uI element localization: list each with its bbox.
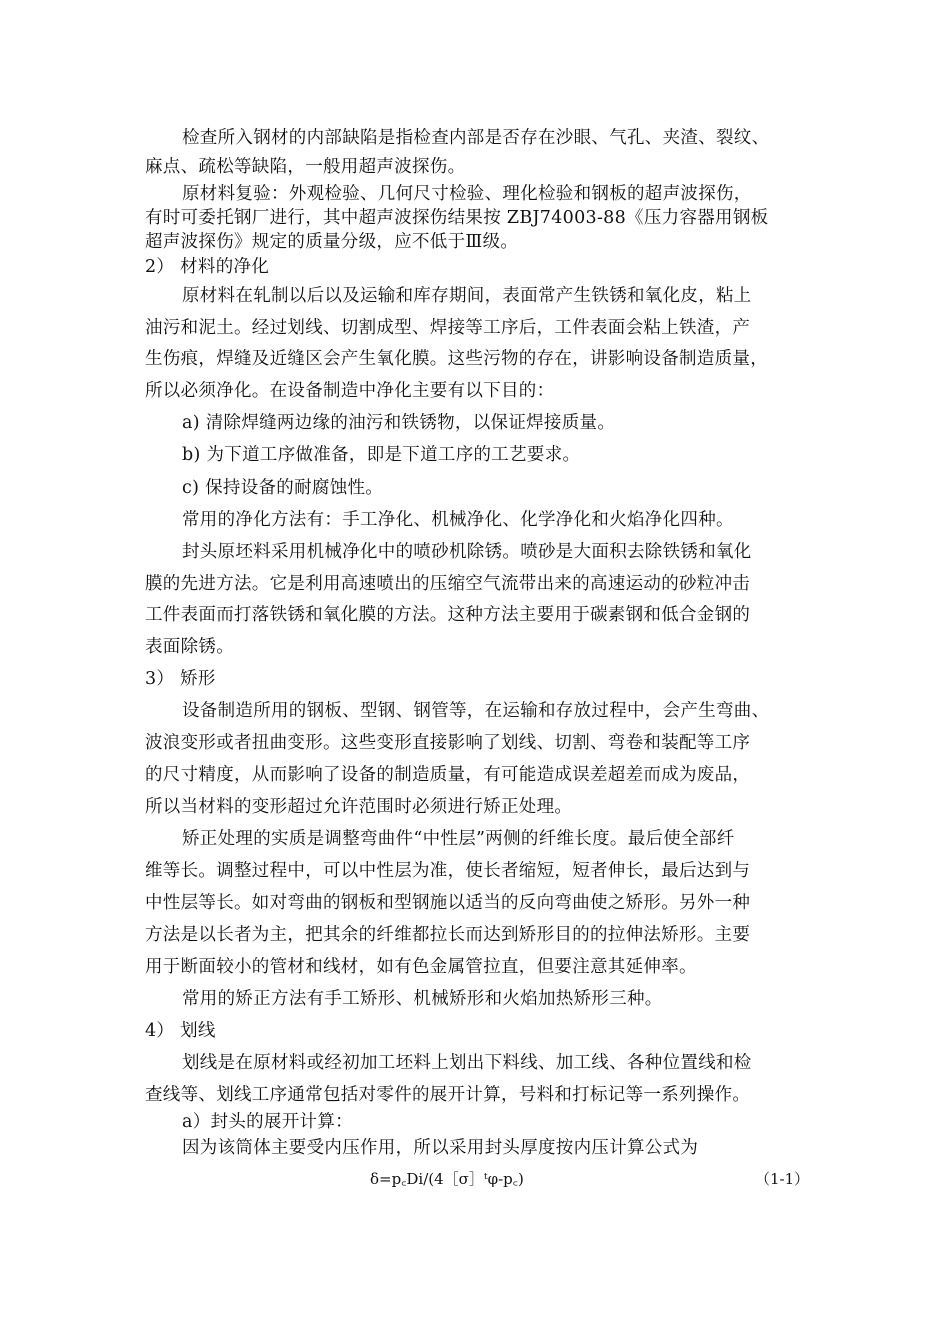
section-heading: 3） 矫形 (145, 669, 216, 689)
text-line: 用于断面较小的管材和线材，如有色金属管拉直，但要注意其延伸率。 (145, 957, 697, 977)
text-line: 的尺寸精度，从而影响了设备的制造质量，有可能造成误差超差而成为废品， (145, 765, 751, 785)
text-line: 中性层等长。如对弯曲的钢板和型钢施以适当的反向弯曲使之矫形。另外一种 (145, 893, 751, 913)
text-line: 划线是在原材料或经初加工坯料上划出下料线、加工线、各种位置线和检 (182, 1053, 752, 1073)
text-line: 封头原坯料采用机械净化中的喷砂机除锈。喷砂是大面积去除铁锈和氧化 (182, 542, 752, 562)
text-line: 表面除锈。 (145, 637, 234, 657)
text-line: 有时可委托钢厂进行，其中超声波探伤结果按 ZBJ74003-88《压力容器用钢板 (145, 208, 769, 228)
text-line: 矫正处理的实质是调整弯曲件“中性层”两侧的纤维长度。最后使全部纤 (182, 829, 735, 849)
subsection-heading: a）封头的展开计算： (182, 1112, 353, 1132)
text-line: 因为该筒体主要受内压作用，所以采用封头厚度按内压计算公式为 (182, 1138, 699, 1158)
list-item: b) 为下道工序做准备，即是下道工序的工艺要求。 (182, 445, 581, 465)
list-item: c) 保持设备的耐腐蚀性。 (182, 478, 384, 498)
text-line: 原材料复验：外观检验、几何尺寸检验、理化检验和钢板的超声波探伤， (182, 184, 752, 204)
section-heading: 4） 划线 (145, 1021, 216, 1041)
text-line: 波浪变形或者扭曲变形。这些变形直接影响了划线、切割、弯卷和装配等工序 (145, 733, 751, 753)
text-line: 设备制造所用的钢板、型钢、钢管等，在运输和存放过程中，会产生弯曲、 (182, 701, 770, 721)
text-line: 工件表面而打落铁锈和氧化膜的方法。这种方法主要用于碳素钢和低合金钢的 (145, 605, 751, 625)
text-line: 超声波探伤》规定的质量分级，应不低于Ⅲ级。 (145, 232, 519, 252)
section-heading: 2） 材料的净化 (145, 257, 270, 277)
text-line: 膜的先进方法。它是利用高速喷出的压缩空气流带出来的高速运动的砂粒冲击 (145, 574, 751, 594)
text-line: 生伤痕，焊缝及近缝区会产生氧化膜。这些污物的存在，讲影响设备制造质量， (145, 349, 768, 369)
text-line: 麻点、疏松等缺陷，一般用超声波探伤。 (145, 157, 466, 177)
text-line: 常用的矫正方法有手工矫形、机械矫形和火焰加热矫形三种。 (182, 989, 663, 1009)
equation-number: （1-1） (755, 1170, 810, 1188)
text-line: 常用的净化方法有：手工净化、机械净化、化学净化和火焰净化四种。 (182, 510, 734, 530)
text-line: 查线等、划线工序通常包括对零件的展开计算，号料和打标记等一系列操作。 (145, 1085, 751, 1105)
text-line: 所以必须净化。在设备制造中净化主要有以下目的： (145, 381, 555, 401)
text-line: 原材料在轧制以后以及运输和库存期间，表面常产生铁锈和氧化皮，粘上 (182, 286, 752, 306)
list-item: a) 清除焊缝两边缘的油污和铁锈物，以保证焊接质量。 (182, 413, 616, 433)
text-line: 维等长。调整过程中，可以中性层为准，使长者缩短，短者伸长，最后达到与 (145, 861, 751, 881)
text-line: 检查所入钢材的内部缺陷是指检查内部是否存在沙眼、气孔、夹渣、裂纹、 (182, 128, 770, 148)
text-line: 方法是以长者为主，把其余的纤维都拉长而达到矫形目的的拉伸法矫形。主要 (145, 925, 751, 945)
text-line: 所以当材料的变形超过允许范围时必须进行矫正处理。 (145, 797, 573, 817)
text-line: 油污和泥土。经过划线、切割成型、焊接等工序后，工件表面会粘上铁渣，产 (145, 318, 751, 338)
equation: δ=p꜀Di/(4［σ］ᵗφ-p꜀) (370, 1170, 524, 1188)
